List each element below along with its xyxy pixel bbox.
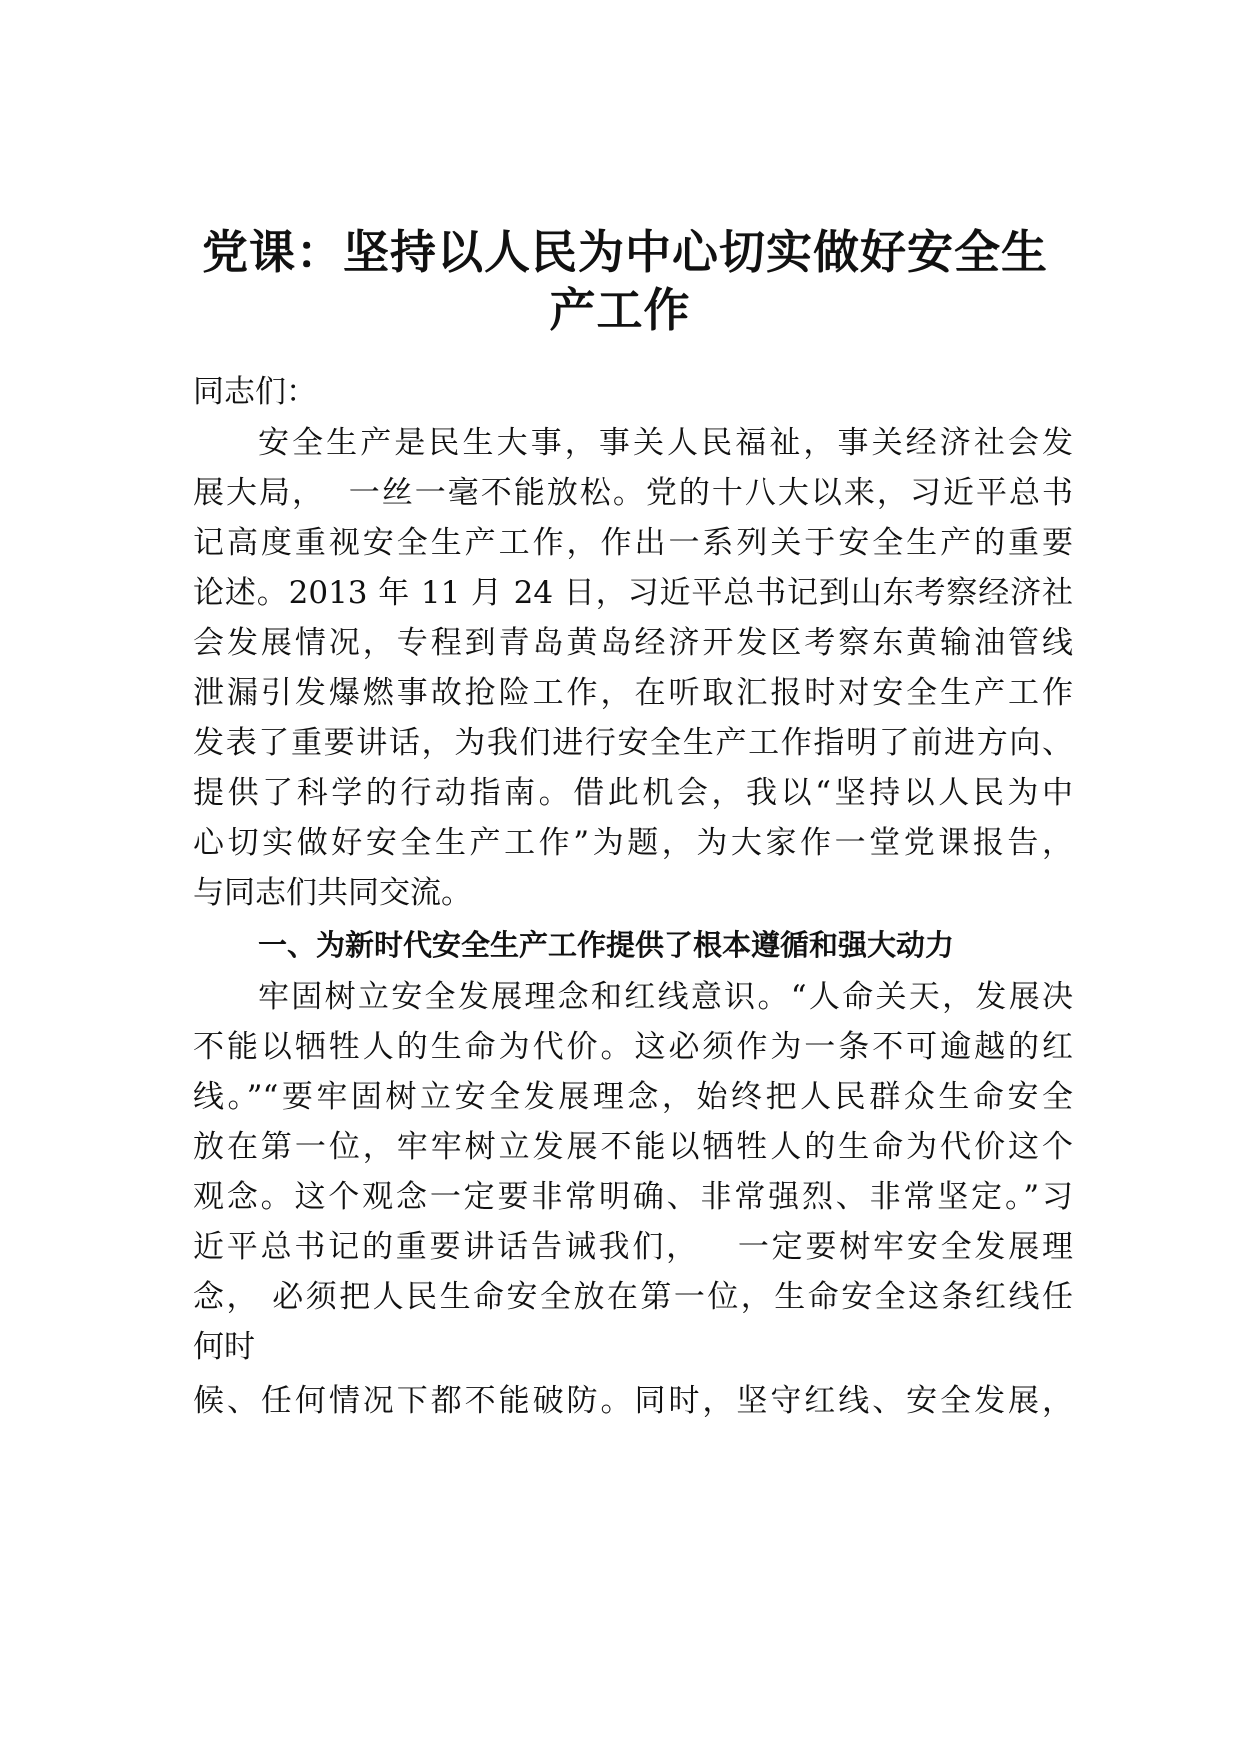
paragraph-line: 念， 必须把人民生命安全放在第一位，生命安全这条红线任 [193,1279,1073,1315]
paragraph-line: 何时 [193,1329,255,1365]
section-heading: 一、为新时代安全生产工作提供了根本遵循和强大动力 [258,928,955,962]
paragraph-line: 与同志们共同交流。 [193,875,472,911]
paragraph-line: 心切实做好安全生产工作”为题，为大家作一堂党课报告， [193,825,1073,861]
paragraph-line: 线。”“要牢固树立安全发展理念，始终把人民群众生命安全 [193,1079,1073,1115]
paragraph-line: 记高度重视安全生产工作，作出一系列关于安全生产的重要 [193,525,1073,561]
paragraph-line: 会发展情况，专程到青岛黄岛经济开发区考察东黄输油管线 [193,625,1073,661]
paragraph-line: 牢固树立安全发展理念和红线意识。“人命关天，发展决 [258,979,1073,1015]
paragraph-line: 提供了科学的行动指南。借此机会，我以“坚持以人民为中 [193,775,1073,811]
paragraph-line: 论述。2013 年 11 月 24 日，习近平总书记到山东考察经济社 [193,575,1073,611]
paragraph-line: 近平总书记的重要讲话告诫我们， 一定要树牢安全发展理 [193,1229,1073,1265]
salutation: 同志们： [193,374,317,410]
paragraph-line: 候、任何情况下都不能破防。同时，坚守红线、安全发展， [193,1383,1073,1419]
paragraph-line: 发表了重要讲话，为我们进行安全生产工作指明了前进方向、 [193,725,1073,761]
paragraph-line: 展大局， 一丝一毫不能放松。党的十八大以来，习近平总书 [193,475,1073,511]
paragraph-line: 泄漏引发爆燃事故抢险工作，在听取汇报时对安全生产工作 [193,675,1073,711]
paragraph-line: 观念。这个观念一定要非常明确、非常强烈、非常坚定。”习 [193,1179,1073,1215]
paragraph-line: 放在第一位，牢牢树立发展不能以牺牲人的生命为代价这个 [193,1129,1073,1165]
paragraph-line: 安全生产是民生大事，事关人民福祉，事关经济社会发 [258,425,1073,461]
paragraph-line: 不能以牺牲人的生命为代价。这必须作为一条不可逾越的红 [193,1029,1073,1065]
document-title-line-1: 党课：坚持以人民为中心切实做好安全生 [202,225,1048,279]
document-title-line-2: 产工作 [549,283,691,337]
